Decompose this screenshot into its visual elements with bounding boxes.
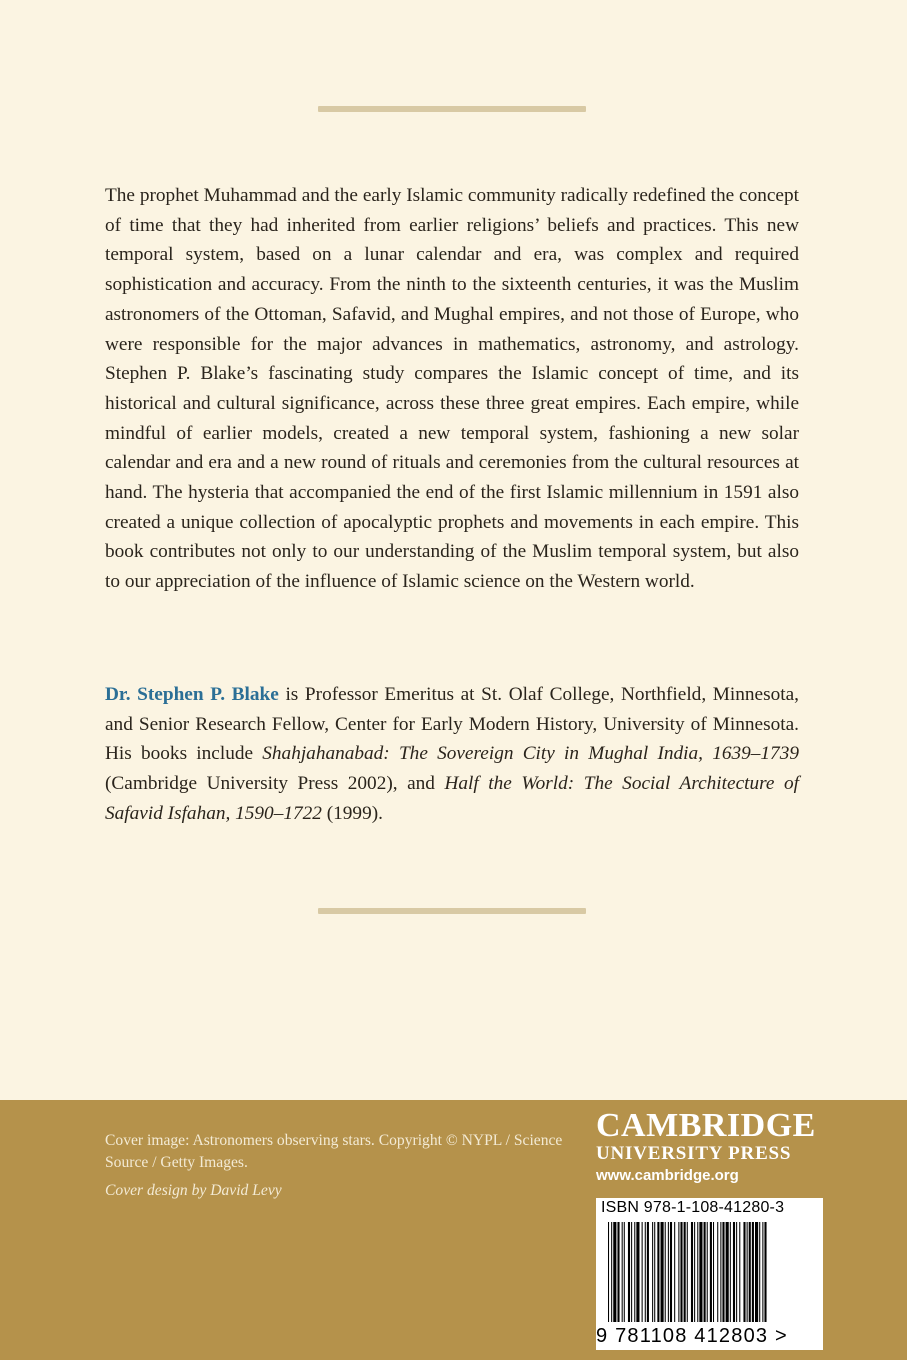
barcode-bar <box>722 1222 724 1322</box>
barcode-bar <box>755 1222 758 1322</box>
barcode-bar <box>674 1222 675 1322</box>
footer-band <box>0 1100 907 1360</box>
barcode-bar <box>736 1222 737 1322</box>
bio-text-3: (1999). <box>321 802 383 824</box>
barcode-bar <box>680 1222 682 1322</box>
book-title-2: Half the World: The Social Architecture of Safavid Isfahan, 1590–1722 <box>105 773 799 824</box>
barcode-bar <box>642 1222 643 1322</box>
barcode-bar <box>704 1222 706 1322</box>
barcode-bar <box>717 1222 718 1322</box>
barcode-bar <box>665 1222 666 1322</box>
barcode-bar <box>747 1222 748 1322</box>
barcode-bar <box>624 1222 625 1322</box>
barcode-bar <box>678 1222 679 1322</box>
barcode-bar <box>622 1222 623 1322</box>
bio-text-1: is Professor Emeritus at St. Olaf College, Northfield, Minnesota, and Senior Research Fellow, Center for Early Modern History, University of Minnesota. His books include <box>105 684 799 765</box>
book-title-1: Shahjahanabad: The Sovereign City in Mughal India, 1639–1739 <box>262 743 799 765</box>
decorative-rule-bottom <box>318 908 586 914</box>
barcode-bar <box>699 1222 702 1322</box>
barcode-bar <box>684 1222 686 1322</box>
barcode-bar <box>657 1222 659 1322</box>
barcode-bar <box>691 1222 693 1322</box>
barcode-bar <box>710 1222 712 1322</box>
decorative-rule-top <box>318 106 586 112</box>
barcode-bar <box>661 1222 664 1322</box>
barcode-bar <box>611 1222 612 1322</box>
author-name: Dr. Stephen P. Blake <box>105 684 279 705</box>
barcode-bar <box>759 1222 760 1322</box>
cover-design-credit: Cover design by David Levy <box>105 1182 282 1199</box>
barcode-bar <box>694 1222 695 1322</box>
publisher-press: UNIVERSITY PRESS <box>596 1143 792 1164</box>
barcode-bar <box>668 1222 669 1322</box>
publisher-url: www.cambridge.org <box>596 1167 739 1184</box>
barcode-bar <box>720 1222 721 1322</box>
barcode-icon <box>596 1222 823 1326</box>
barcode-bar <box>764 1222 766 1322</box>
barcode-bar <box>645 1222 646 1322</box>
barcode-panel <box>596 1198 823 1350</box>
publisher-logo <box>596 1108 826 1187</box>
publisher-name: CAMBRIDGE <box>596 1107 816 1144</box>
barcode-bar <box>631 1222 632 1322</box>
barcode-bar <box>634 1222 635 1322</box>
barcode-bar <box>730 1222 731 1322</box>
isbn-label: ISBN 978-1-108-41280-3 <box>601 1199 785 1216</box>
barcode-bar <box>617 1222 619 1322</box>
barcode-bar <box>749 1222 751 1322</box>
book-description: The prophet Muhammad and the early Islamic community radically redefined the concept of time that they had inherited from earlier religions’ beliefs and practices. This new temporal system, based on a lunar calendar and era, was complex and required sophistication and accuracy. From the ninth to the sixteenth centuries, it was the Muslim astronomers of the Ottoman, Safavid, and Mughal empires, and not those of Europe, who were responsible for the major advances in mathematics, astronomy, and astrology. Stephen P. Blake’s fascinating study compares the Islamic concept of time, and its historical and cultural significance, across these three great empires. Each empire, while mindful of earlier models, created a new temporal system, fashioning a new solar calendar and era and a new round of rituals and ceremonies from the cultural resources at hand. The hysteria that accompanied the end of the first Islamic millennium in 1591 also created a unique collection of apocalyptic prophets and movements in each empire. This book contributes not only to our understanding of the Muslim temporal system, but also to our appreciation of the influence of Islamic science on the Western world. <box>105 185 799 593</box>
barcode-bar <box>743 1222 745 1322</box>
barcode-bar <box>713 1222 714 1322</box>
bio-text-2: (Cambridge University Press 2002), and <box>105 773 445 795</box>
cover-image-credit: Cover image: Astronomers observing stars. Copyright © NYPL / Science Source / Getty Images. <box>105 1132 563 1171</box>
barcode-bar <box>652 1222 653 1322</box>
author-bio <box>105 680 799 829</box>
barcode-bar <box>726 1222 729 1322</box>
barcode-bar <box>636 1222 639 1322</box>
barcode-digits: 9 781108 412803 > <box>596 1325 788 1347</box>
barcode-bar <box>739 1222 740 1322</box>
barcode-bar <box>762 1222 763 1322</box>
barcode-bar <box>707 1222 708 1322</box>
barcode-bar <box>670 1222 672 1322</box>
barcode-bar <box>733 1222 735 1322</box>
barcode-bar <box>647 1222 649 1322</box>
barcode-bar <box>697 1222 698 1322</box>
barcode-bar <box>608 1222 609 1322</box>
barcode-bar <box>752 1222 754 1322</box>
barcode-bar <box>654 1222 655 1322</box>
barcode-bar <box>613 1222 616 1322</box>
barcode-bar <box>687 1222 688 1322</box>
barcode-bar <box>628 1222 630 1322</box>
